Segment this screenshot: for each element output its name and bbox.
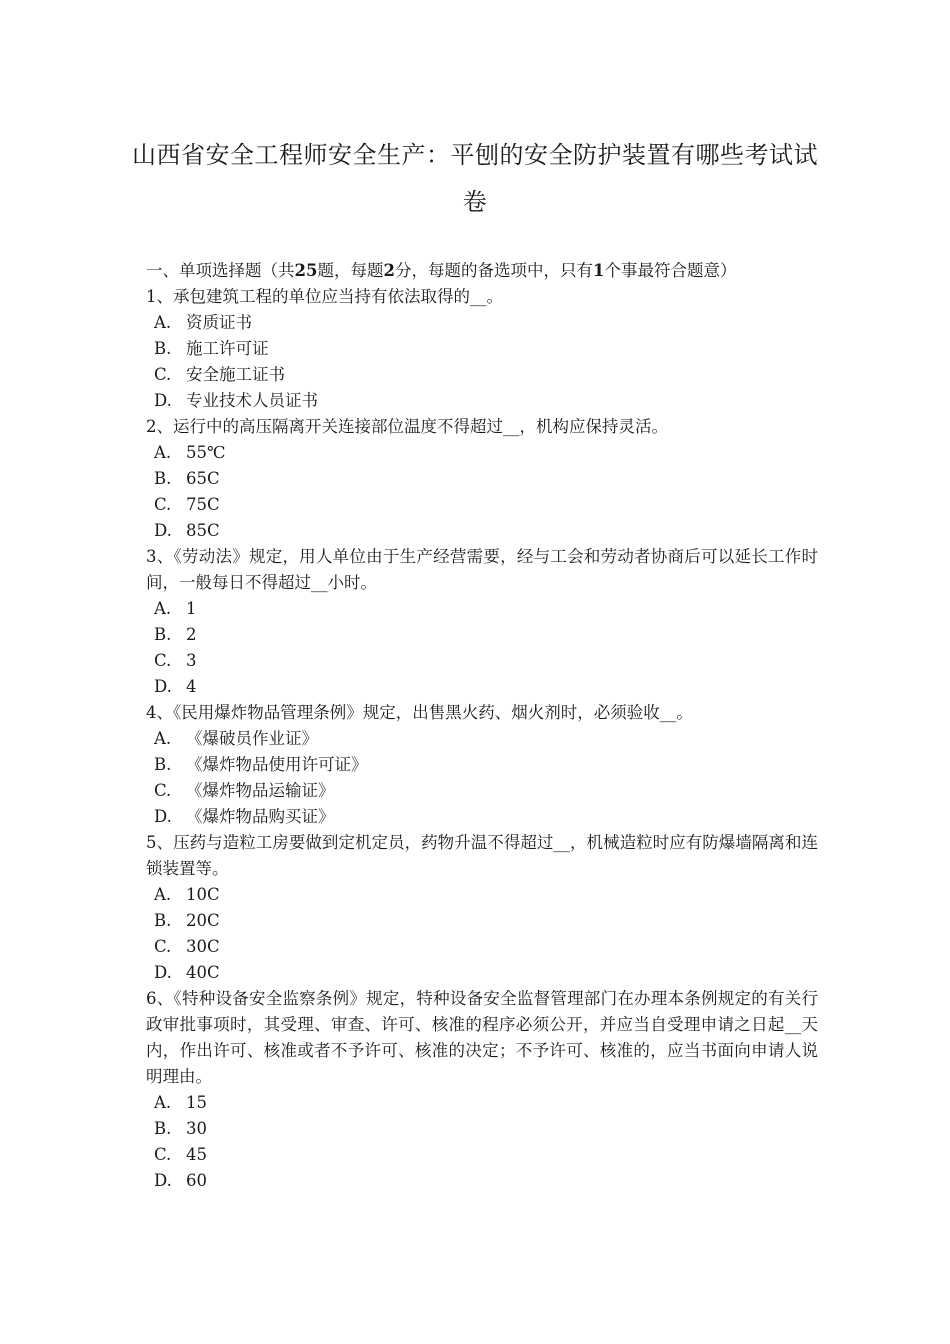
section-heading-text: 分，每题的备选项中，只有 xyxy=(394,261,593,280)
option-text: 85C xyxy=(186,521,220,540)
option-a xyxy=(146,310,818,336)
correct-count: 1 xyxy=(592,261,605,280)
option-text: 65C xyxy=(186,469,220,488)
question-count: 25 xyxy=(294,261,318,280)
option-text: 3 xyxy=(186,651,197,670)
document-title: 山西省安全工程师安全生产：平刨的安全防护装置有哪些考试试卷 xyxy=(132,141,818,216)
option-letter: D. xyxy=(154,1171,172,1190)
option-a xyxy=(146,440,818,466)
option-letter: D. xyxy=(154,963,172,982)
option-c xyxy=(146,492,818,518)
option-b xyxy=(146,908,818,934)
option-letter: A. xyxy=(154,443,172,462)
option-text: 40C xyxy=(186,963,220,982)
option-d xyxy=(146,388,818,414)
option-d xyxy=(146,1168,818,1194)
option-letter: D. xyxy=(154,807,172,826)
option-text: 15 xyxy=(186,1093,207,1112)
question-stem: 1、承包建筑工程的单位应当持有依法取得的__。 xyxy=(146,287,503,306)
option-text: 《爆炸物品购买证》 xyxy=(186,807,335,826)
option-c xyxy=(146,778,818,804)
question-stem: 4、《民用爆炸物品管理条例》规定，出售黑火药、烟火剂时，必须验收__。 xyxy=(146,703,693,722)
option-text: 4 xyxy=(186,677,197,696)
option-text: 《爆炸物品运输证》 xyxy=(186,781,335,800)
document-body xyxy=(146,258,818,1194)
option-text: 20C xyxy=(186,911,220,930)
option-text: 10C xyxy=(186,885,220,904)
question-stem: 2、运行中的高压隔离开关连接部位温度不得超过__，机构应保持灵活。 xyxy=(146,417,668,436)
option-letter: B. xyxy=(154,911,172,930)
question-5 xyxy=(146,830,818,986)
option-letter: D. xyxy=(154,677,172,696)
option-b xyxy=(146,752,818,778)
option-c xyxy=(146,648,818,674)
option-text: 30 xyxy=(186,1119,207,1138)
section-heading-text: 个事最符合题意） xyxy=(604,261,737,280)
option-letter: C. xyxy=(154,651,172,670)
option-letter: B. xyxy=(154,339,172,358)
question-1 xyxy=(146,284,818,414)
question-3 xyxy=(146,544,818,700)
option-text: 75C xyxy=(186,495,220,514)
option-text: 30C xyxy=(186,937,220,956)
option-a xyxy=(146,726,818,752)
option-letter: C. xyxy=(154,781,172,800)
option-text: 55℃ xyxy=(186,443,226,462)
option-letter: A. xyxy=(154,599,172,618)
section-heading-text: 一、单项选择题（共 xyxy=(146,261,295,280)
option-text: 2 xyxy=(186,625,197,644)
section-heading-text: 题，每题 xyxy=(317,261,384,280)
question-stem: 6、《特种设备安全监察条例》规定，特种设备安全监督管理部门在办理本条例规定的有关行政审批事项时，其受理、审查、许可、核准的程序必须公开，并应当自受理申请之日起__天内，作出许可、核准或者不予许可、核准的决定；不予许可、核准的，应当书面向申请人说明理由。 xyxy=(146,989,818,1086)
option-text: 1 xyxy=(186,599,197,618)
option-text: 60 xyxy=(186,1171,207,1190)
option-c xyxy=(146,362,818,388)
option-d xyxy=(146,674,818,700)
option-letter: C. xyxy=(154,365,172,384)
option-a xyxy=(146,596,818,622)
option-d xyxy=(146,960,818,986)
option-letter: A. xyxy=(154,885,172,904)
option-letter: D. xyxy=(154,521,172,540)
question-4 xyxy=(146,700,818,830)
option-text: 45 xyxy=(186,1145,207,1164)
option-letter: C. xyxy=(154,495,172,514)
option-d xyxy=(146,518,818,544)
option-text: 专业技术人员证书 xyxy=(186,391,318,410)
option-a xyxy=(146,882,818,908)
option-text: 施工许可证 xyxy=(186,339,269,358)
option-letter: B. xyxy=(154,469,172,488)
option-b xyxy=(146,336,818,362)
question-stem: 3、《劳动法》规定，用人单位由于生产经营需要，经与工会和劳动者协商后可以延长工作时间，一般每日不得超过__小时。 xyxy=(146,547,818,592)
option-letter: A. xyxy=(154,729,172,748)
option-text: 安全施工证书 xyxy=(186,365,285,384)
option-letter: B. xyxy=(154,1119,172,1138)
points-per-question: 2 xyxy=(383,261,395,280)
option-c xyxy=(146,1142,818,1168)
option-letter: C. xyxy=(154,1145,172,1164)
option-d xyxy=(146,804,818,830)
option-text: 资质证书 xyxy=(186,313,252,332)
option-text: 《爆炸物品使用许可证》 xyxy=(186,755,368,774)
option-letter: B. xyxy=(154,625,172,644)
option-text: 《爆破员作业证》 xyxy=(186,729,318,748)
option-b xyxy=(146,622,818,648)
option-letter: B. xyxy=(154,755,172,774)
section-heading xyxy=(146,258,818,284)
option-b xyxy=(146,1116,818,1142)
option-b xyxy=(146,466,818,492)
option-letter: C. xyxy=(154,937,172,956)
option-letter: A. xyxy=(154,1093,172,1112)
option-a xyxy=(146,1090,818,1116)
option-letter: A. xyxy=(154,313,172,332)
question-stem: 5、压药与造粒工房要做到定机定员，药物升温不得超过__，机械造粒时应有防爆墙隔离和连锁装置等。 xyxy=(146,833,818,878)
option-c xyxy=(146,934,818,960)
option-letter: D. xyxy=(154,391,172,410)
question-6 xyxy=(146,986,818,1194)
question-2 xyxy=(146,414,818,544)
